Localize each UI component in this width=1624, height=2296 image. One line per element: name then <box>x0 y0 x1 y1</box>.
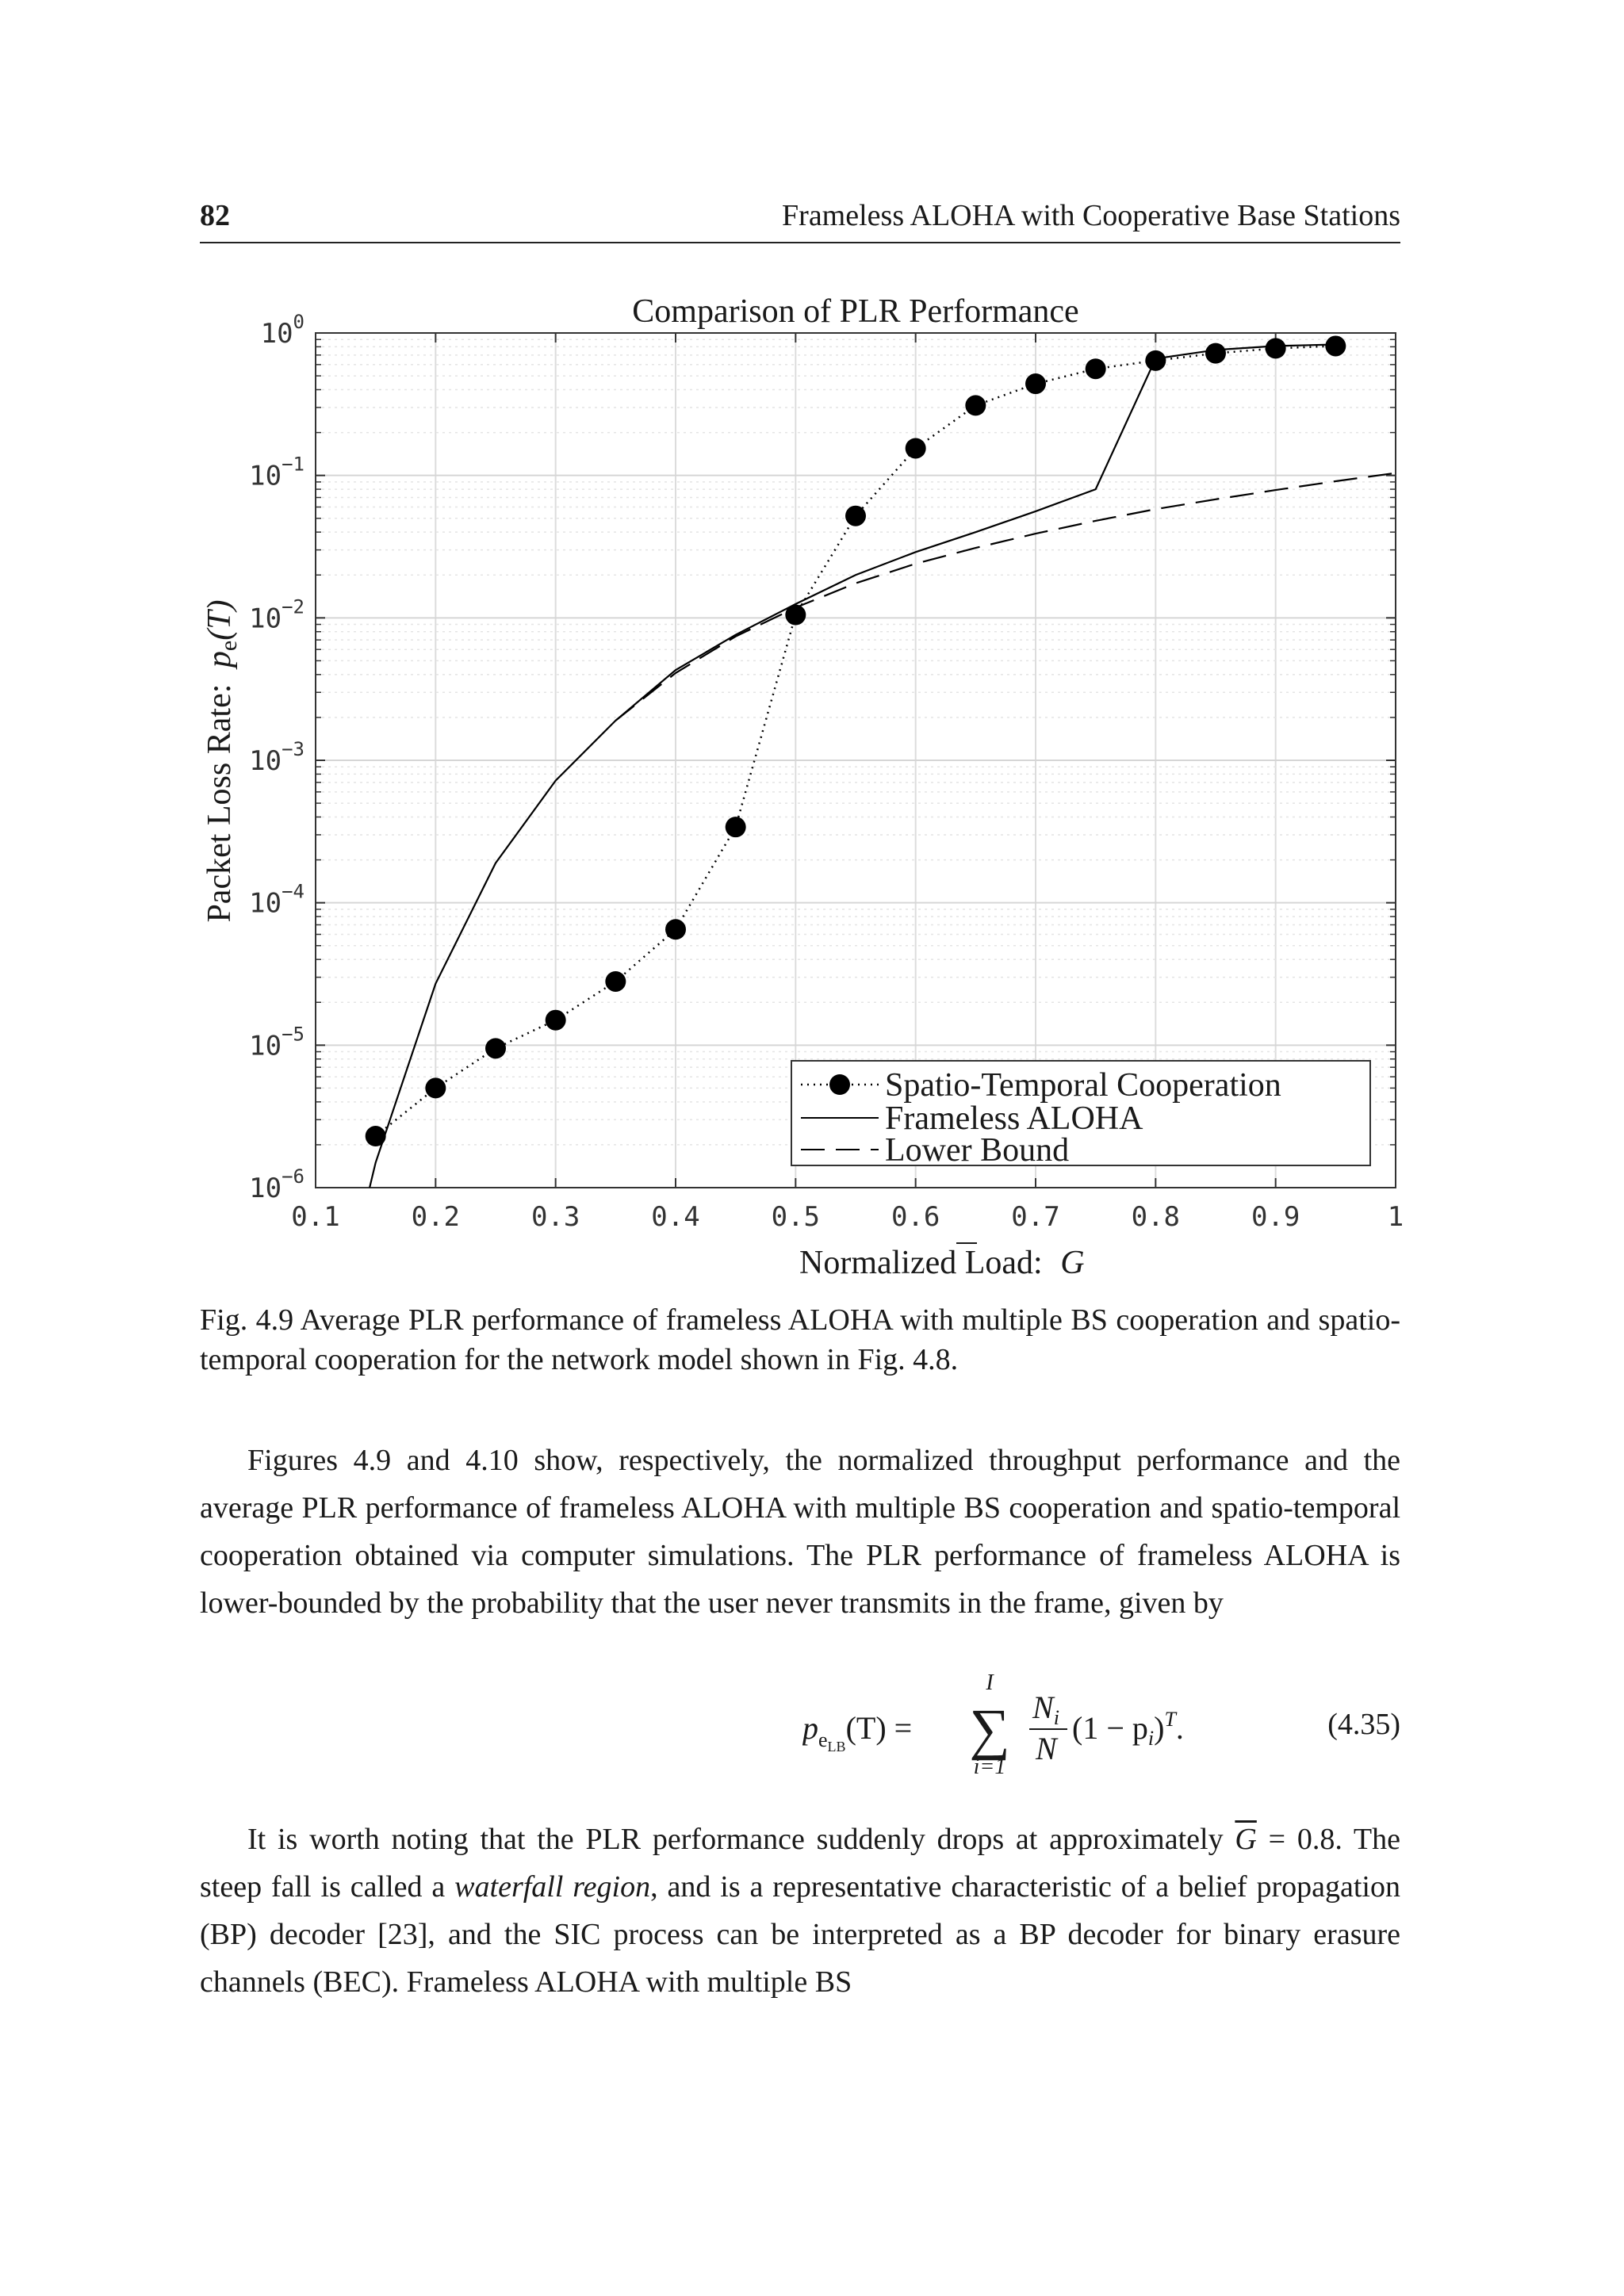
x-tick-label: 0.6 <box>891 1201 940 1233</box>
y-axis-label <box>201 599 242 922</box>
svg-text:peLB(T) = <box>802 1710 912 1755</box>
eq-term-sub: i <box>1147 1727 1155 1750</box>
y-tick-label <box>249 1165 304 1204</box>
figure-caption <box>200 1300 1400 1380</box>
data-point-spatio-temporal-cooperation <box>605 971 626 992</box>
y-tick-label <box>249 595 304 634</box>
paragraph-2-g-symbol: $\overline{G}$ <box>1235 1823 1257 1856</box>
y-tick-label-exponent: −6 <box>282 1165 304 1188</box>
eq-frac-num: N <box>1032 1689 1054 1725</box>
y-tick-label-base: 10 <box>260 318 293 350</box>
eq-term: (1 − p <box>1072 1710 1148 1746</box>
eq-term-exp: T <box>1164 1708 1176 1731</box>
y-tick-label-exponent: −1 <box>282 453 304 476</box>
data-point-spatio-temporal-cooperation <box>906 438 926 458</box>
eq-lhs-arg: (T) = <box>845 1710 913 1746</box>
y-tick-label <box>261 311 304 350</box>
y-tick-label-exponent: 0 <box>293 311 304 333</box>
x-tick-label: 0.1 <box>291 1201 340 1233</box>
paragraph-2-emphasis: waterfall region <box>454 1870 651 1904</box>
y-tick-label-base: 10 <box>249 745 282 777</box>
y-tick-label <box>249 453 304 492</box>
x-axis-label-text: Normalized Load: <box>799 1245 1043 1281</box>
y-tick-label-base: 10 <box>249 1030 282 1062</box>
paragraph-2-part2: = 0.8. The steep fall is called a <box>200 1823 1400 1904</box>
paragraph-1-text: Figures 4.9 and 4.10 show, respectively, the normalized throughput performance and the average PLR performance of frameless ALOHA with multiple BS cooperation and spatio-temporal cooperation obtained via computer simulations. The PLR performance of frameless ALOHA is lower-bounded by the probability that the user never transmits in the frame, given by <box>200 1444 1400 1620</box>
eq-frac-den: N <box>1036 1731 1057 1766</box>
data-point-spatio-temporal-cooperation <box>726 817 746 837</box>
y-axis-label-text: Packet Loss Rate: <box>201 683 238 923</box>
data-point-spatio-temporal-cooperation <box>546 1010 566 1031</box>
x-tick-label: 0.7 <box>1011 1201 1060 1233</box>
figure-caption-text: Average PLR performance of frameless ALOHA with multiple BS cooperation and spatio-temporal cooperation for the network model shown in Fig. 4.8. <box>200 1303 1400 1376</box>
eq-lhs-subsub: LB <box>827 1739 846 1755</box>
x-axis-label-symbol: G <box>1060 1245 1085 1281</box>
x-tick-label: 0.5 <box>771 1201 821 1233</box>
data-point-spatio-temporal-cooperation <box>425 1077 446 1098</box>
equation-4-35 <box>200 1669 1400 1780</box>
running-title: Frameless ALOHA with Cooperative Base Stations <box>782 199 1400 232</box>
y-axis-label-arg: (T) <box>201 599 238 641</box>
eq-sum-lower: i=1 <box>973 1755 1006 1779</box>
chart-title: Comparison of PLR Performance <box>632 293 1079 330</box>
data-point-spatio-temporal-cooperation <box>1325 335 1346 356</box>
y-tick-label-base: 10 <box>249 1173 282 1204</box>
y-tick-label-base: 10 <box>249 603 282 635</box>
data-point-spatio-temporal-cooperation <box>1205 343 1226 364</box>
data-series <box>366 335 1396 1188</box>
series-line-spatio-temporal-cooperation <box>376 346 1336 1136</box>
y-tick-label-exponent: −4 <box>282 880 304 903</box>
eq-sum-upper: I <box>986 1670 994 1695</box>
x-tick-label: 0.9 <box>1251 1201 1300 1233</box>
paragraph-2 <box>200 1816 1400 2006</box>
eq-term-end: . <box>1175 1710 1184 1746</box>
y-tick-label-exponent: −5 <box>282 1023 304 1046</box>
page-number: 82 <box>200 199 230 232</box>
eq-lhs-symbol: p <box>802 1710 818 1746</box>
eq-sum-sign: ∑ <box>969 1697 1010 1761</box>
equation-number: (4.35) <box>1327 1708 1400 1741</box>
series-line-lower-bound <box>615 473 1396 721</box>
eq-lhs-sub: e <box>818 1728 828 1751</box>
x-axis-label <box>799 1245 1085 1281</box>
x-tick-label: 0.2 <box>411 1201 461 1233</box>
legend-label-spatio-temporal: Spatio-Temporal Cooperation <box>885 1067 1281 1104</box>
y-tick-label-exponent: −3 <box>282 738 304 760</box>
svg-text:(1 − pi)T. <box>1072 1708 1184 1750</box>
legend-label-lower-bound: Lower Bound <box>885 1132 1070 1169</box>
y-tick-label-base: 10 <box>249 887 282 920</box>
x-tick-label: 1 <box>1387 1201 1404 1233</box>
figure-caption-label: Fig. 4.9 <box>200 1303 294 1337</box>
data-point-spatio-temporal-cooperation <box>1266 338 1286 358</box>
y-axis-label-symbol: p <box>201 651 238 668</box>
paragraph-2-part1: It is worth noting that the PLR performance suddenly drops at approximately <box>247 1823 1224 1856</box>
y-tick-label <box>249 881 304 920</box>
svg-text:Ni <box>1032 1689 1059 1729</box>
paragraph-2-part3: , and is a representative characteristic of a belief propagation (BP) decoder [23], and the SIC process can be interpreted as a BP decoder for binary erasure channels (BEC). Frameless ALOHA with multiple BS <box>200 1870 1400 1999</box>
x-tick-label: 0.8 <box>1131 1201 1181 1233</box>
paragraph-1 <box>200 1437 1400 1627</box>
legend <box>791 1061 1370 1169</box>
data-point-spatio-temporal-cooperation <box>1086 358 1106 379</box>
y-tick-label-exponent: −2 <box>282 595 304 618</box>
paragraph-2-text <box>200 1816 1400 2006</box>
data-point-spatio-temporal-cooperation <box>1025 373 1046 394</box>
data-point-spatio-temporal-cooperation <box>485 1038 506 1058</box>
legend-marker-spatio-temporal <box>829 1074 850 1095</box>
eq-frac-num-sub: i <box>1053 1706 1059 1729</box>
equation-body <box>802 1669 1215 1780</box>
x-tick-label: 0.3 <box>530 1201 580 1233</box>
data-point-spatio-temporal-cooperation <box>845 506 866 526</box>
eq-term-close: ) <box>1154 1710 1165 1746</box>
legend-label-frameless: Frameless ALOHA <box>885 1100 1143 1137</box>
y-tick-label <box>249 1023 304 1062</box>
data-point-spatio-temporal-cooperation <box>965 395 986 415</box>
y-axis-label-subscript: e <box>216 640 242 652</box>
y-tick-label-base: 10 <box>249 460 282 492</box>
y-tick-label <box>249 738 304 777</box>
x-tick-label: 0.4 <box>651 1201 700 1233</box>
data-point-spatio-temporal-cooperation <box>665 919 686 939</box>
